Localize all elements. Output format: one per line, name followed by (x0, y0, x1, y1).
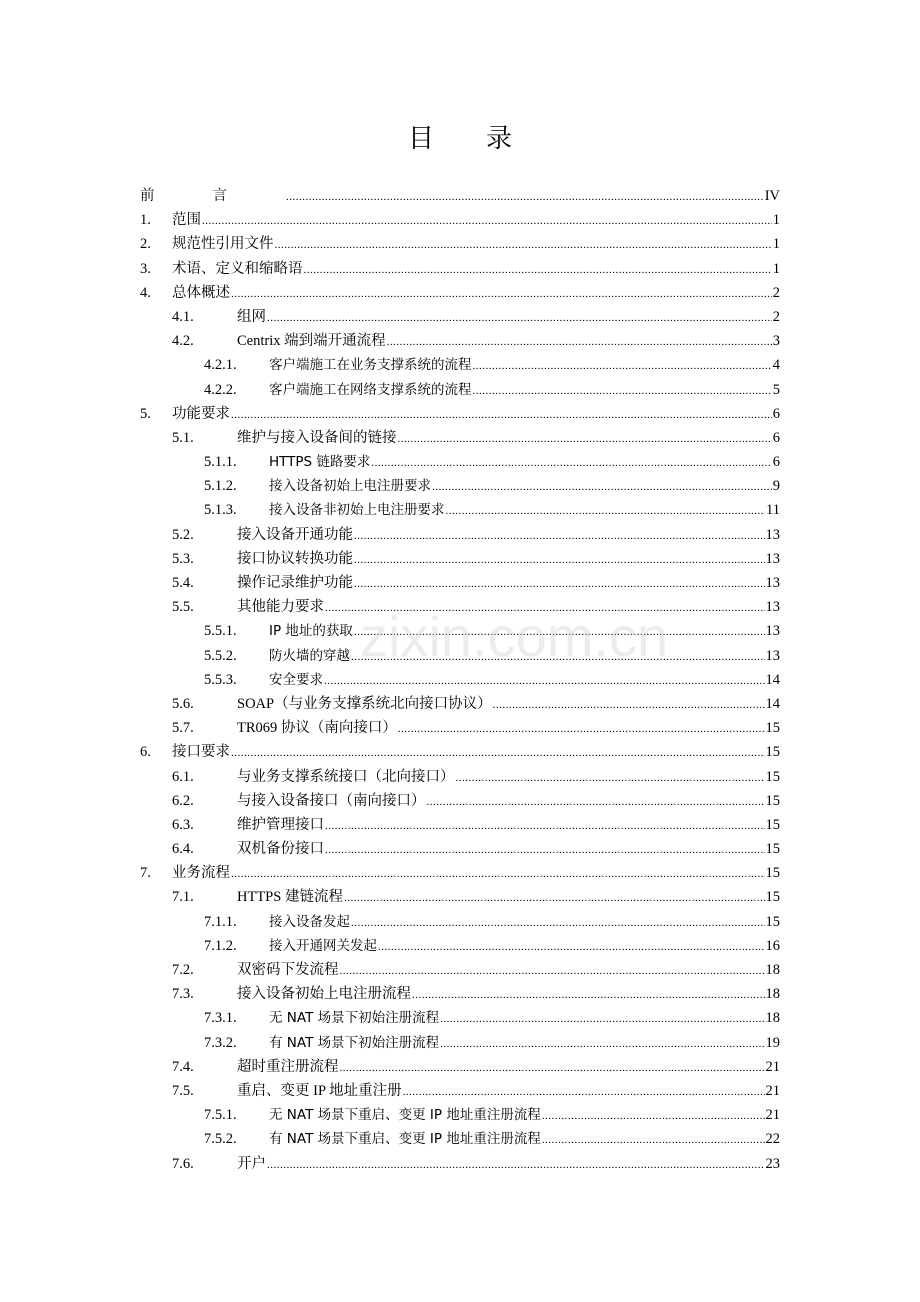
toc-entry-number: 5. (140, 405, 151, 422)
toc-entry-line (269, 450, 780, 475)
toc-dot-leader (354, 620, 765, 644)
toc-entry-number: 2. (140, 236, 151, 253)
toc-entry[interactable] (140, 353, 780, 377)
toc-dot-leader (325, 814, 765, 838)
toc-entry-page-number: 6 (772, 429, 780, 446)
toc-entry[interactable] (140, 523, 780, 547)
toc-entry-page-number: 13 (765, 526, 780, 543)
toc-entry[interactable] (140, 547, 780, 571)
toc-entry-page-number: 15 (765, 768, 780, 785)
toc-entry-page-number: 15 (765, 865, 780, 882)
toc-entry-page-number: 1 (772, 260, 780, 277)
toc-entry[interactable] (140, 329, 780, 353)
toc-entry[interactable] (140, 861, 780, 885)
toc-entry-line (237, 1079, 780, 1104)
toc-entry-title: 接入设备非初始上电注册要求 (269, 502, 445, 519)
toc-entry-line (237, 982, 780, 1007)
toc-entry[interactable] (140, 837, 780, 861)
toc-entry-number: 4.2. (172, 333, 194, 350)
toc-dot-leader (354, 572, 765, 596)
toc-entry[interactable] (140, 378, 780, 402)
toc-entry-page-number: 13 (765, 647, 780, 664)
toc-entry-number: 5.1. (172, 429, 194, 446)
toc-entry-title: 无 NAT 场景下重启、变更 IP 地址重注册流程 (269, 1107, 541, 1124)
toc-dot-leader (440, 1032, 764, 1056)
toc-entry-title: 有 NAT 场景下重启、变更 IP 地址重注册流程 (269, 1131, 541, 1148)
toc-entry-page-number: 19 (765, 1034, 780, 1051)
toc-entry-number: 7.3.1. (204, 1010, 237, 1027)
toc-entry-line (269, 1006, 780, 1031)
toc-entry-page-number: 6 (772, 405, 780, 422)
toc-dot-leader (231, 282, 772, 306)
toc-entry-title: 业务流程 (172, 865, 230, 882)
toc-entry-title: 维护管理接口 (237, 816, 324, 833)
toc-entry-line (269, 910, 780, 935)
toc-entry-title: 与业务支撑系统接口（北向接口） (237, 768, 455, 785)
page-title-right: 录 (486, 124, 513, 154)
toc-dot-leader (398, 717, 765, 741)
toc-dot-leader (542, 1128, 765, 1152)
toc-entry-title: 重启、变更 IP 地址重注册 (237, 1082, 402, 1099)
toc-entry-title: 双机备份接口 (237, 841, 324, 858)
toc-entry-title: Centrix 端到端开通流程 (237, 333, 386, 350)
toc-entry[interactable] (140, 1055, 780, 1079)
toc-entry-line (172, 281, 780, 306)
toc-entry-number: 6.4. (172, 841, 194, 858)
table-of-contents (140, 184, 780, 1176)
toc-entry-title: 功能要求 (172, 405, 230, 422)
toc-entry-page-number: 21 (765, 1107, 780, 1124)
toc-entry-number: 5.2. (172, 526, 194, 543)
toc-entry-line (269, 1103, 780, 1128)
toc-entry-title: SOAP（与业务支撑系统北向接口协议） (237, 695, 492, 712)
toc-entry-title: 双密码下发流程 (237, 962, 339, 978)
toc-dot-leader (286, 185, 764, 209)
toc-dot-leader (304, 258, 772, 282)
toc-entry-line (237, 1152, 780, 1177)
toc-entry-page-number: 15 (765, 913, 780, 930)
toc-entry-line (140, 184, 780, 209)
toc-entry[interactable] (140, 619, 780, 643)
toc-entry-page-number: 15 (765, 792, 780, 809)
toc-entry[interactable] (140, 644, 780, 668)
toc-entry-page-number: 15 (765, 744, 780, 761)
toc-entry[interactable] (140, 1006, 780, 1030)
toc-entry[interactable] (140, 982, 780, 1006)
toc-entry-page-number: 2 (772, 284, 780, 301)
toc-entry-number: 7.3.2. (204, 1034, 237, 1051)
toc-entry-page-number: 13 (765, 575, 780, 591)
toc-entry-number: 7.4. (172, 1058, 194, 1075)
toc-dot-leader (267, 1153, 765, 1177)
toc-dot-leader (267, 306, 772, 330)
toc-entry-line (269, 1031, 780, 1056)
toc-dot-leader (378, 935, 765, 959)
toc-dot-leader (473, 379, 772, 403)
toc-entry[interactable] (140, 765, 780, 789)
toc-entry-title: 接口要求 (172, 744, 230, 761)
toc-dot-leader (432, 475, 772, 499)
toc-entry-page-number: 13 (765, 599, 780, 616)
toc-entry-page-number: 1 (772, 212, 780, 229)
toc-entry-number: 7.5. (172, 1082, 194, 1099)
toc-entry-line (237, 523, 780, 548)
toc-entry[interactable] (140, 305, 780, 329)
toc-entry-title: 维护与接入设备间的链接 (237, 429, 397, 446)
toc-entry-line (237, 547, 780, 572)
toc-entry-title: 无 NAT 场景下初始注册流程 (269, 1010, 440, 1027)
toc-entry[interactable] (140, 692, 780, 716)
toc-dot-leader (275, 233, 772, 257)
toc-entry-line (269, 474, 780, 499)
toc-entry[interactable] (140, 208, 780, 232)
toc-dot-leader (325, 596, 765, 620)
toc-entry-page-number: 15 (765, 816, 780, 833)
toc-entry-number: 1. (140, 212, 151, 229)
toc-entry-line (237, 716, 780, 741)
toc-dot-leader (456, 766, 765, 790)
toc-entry-number: 4.1. (172, 308, 194, 325)
toc-entry-line (237, 305, 780, 330)
toc-entry-line (172, 208, 780, 233)
toc-entry[interactable] (140, 813, 780, 837)
page-title-left: 目 (407, 124, 434, 154)
toc-dot-leader (324, 669, 765, 693)
toc-entry-page-number: 14 (765, 695, 780, 712)
toc-entry-number: 6.1. (172, 768, 194, 785)
toc-entry-number: 5.3. (172, 550, 194, 567)
toc-entry-page-number: 16 (765, 937, 780, 954)
toc-entry-title: TR069 协议（南向接口） (237, 720, 397, 737)
toc-entry-line (237, 813, 780, 838)
toc-entry-number: 5.7. (172, 720, 194, 737)
toc-entry[interactable] (140, 789, 780, 813)
toc-entry-line (237, 885, 780, 910)
toc-entry-number: 7. (140, 865, 151, 882)
toc-dot-leader (351, 911, 765, 935)
toc-entry[interactable] (140, 184, 780, 208)
toc-entry-line (269, 353, 780, 378)
toc-entry-number: 7.6. (172, 1155, 194, 1172)
toc-entry-title: 安全要求 (269, 671, 323, 688)
toc-entry-line (172, 402, 780, 427)
toc-entry-title: 开户 (237, 1155, 266, 1172)
toc-dot-leader (354, 548, 765, 572)
toc-entry[interactable] (140, 257, 780, 281)
toc-entry-line (237, 571, 780, 596)
toc-entry[interactable] (140, 450, 780, 474)
toc-entry-page-number: 18 (765, 962, 780, 978)
toc-entry[interactable] (140, 934, 780, 958)
toc-dot-leader (344, 886, 765, 910)
toc-dot-leader (412, 983, 765, 1007)
toc-dot-leader (231, 862, 765, 886)
toc-entry-number: 7.5.2. (204, 1131, 237, 1148)
toc-entry[interactable] (140, 885, 780, 909)
toc-dot-leader (202, 209, 772, 233)
toc-entry-page-number: 18 (765, 1010, 780, 1027)
toc-entry-line (269, 378, 780, 403)
toc-dot-leader (371, 451, 771, 475)
toc-entry-number: 7.1.1. (204, 913, 237, 930)
toc-entry[interactable] (140, 1152, 780, 1176)
toc-entry-line (269, 644, 780, 669)
toc-entry-number: 5.5.3. (204, 671, 237, 688)
toc-entry[interactable] (140, 571, 780, 595)
toc-entry-title: 接入设备发起 (269, 913, 350, 930)
toc-entry-page-number: 23 (765, 1155, 780, 1172)
toc-dot-leader (403, 1080, 765, 1104)
toc-entry-number: 7.2. (172, 962, 194, 978)
toc-dot-leader (351, 645, 765, 669)
toc-entry-line (237, 692, 780, 717)
toc-entry-title: 接入设备初始上电注册要求 (269, 478, 431, 495)
toc-entry-line (269, 668, 780, 693)
toc-entry-page-number: 15 (765, 889, 780, 906)
toc-entry[interactable] (140, 281, 780, 305)
toc-entry-page-number: 14 (765, 671, 780, 688)
toc-entry-page-number: 5 (772, 381, 780, 398)
toc-entry[interactable] (140, 1079, 780, 1103)
toc-entry-number: 5.5.2. (204, 647, 237, 664)
toc-entry-line (237, 765, 780, 790)
toc-dot-leader (340, 1056, 765, 1080)
toc-entry-title: 超时重注册流程 (237, 1058, 339, 1075)
toc-entry-number: 7.1. (172, 889, 194, 906)
toc-entry-number: 4. (140, 284, 151, 301)
toc-entry-number: 6.3. (172, 816, 194, 833)
toc-entry[interactable] (140, 498, 780, 522)
toc-entry-number: 7.3. (172, 986, 194, 1003)
toc-entry[interactable] (140, 426, 780, 450)
toc-entry-number: 7.1.2. (204, 937, 237, 954)
toc-entry-page-number: 15 (765, 841, 780, 858)
toc-entry-line (172, 232, 780, 257)
toc-entry-title: 接入设备开通功能 (237, 526, 353, 543)
toc-entry-line (237, 329, 780, 354)
toc-entry[interactable] (140, 1127, 780, 1151)
toc-dot-leader (446, 499, 766, 523)
toc-entry[interactable] (140, 232, 780, 256)
toc-entry-number: 5.4. (172, 575, 194, 591)
toc-entry-number: 7.5.1. (204, 1107, 237, 1124)
toc-entry-title: 组网 (237, 308, 266, 325)
toc-dot-leader (473, 354, 772, 378)
toc-dot-leader (231, 403, 772, 427)
toc-entry-page-number: 13 (765, 623, 780, 640)
toc-entry-number: 6. (140, 744, 151, 761)
toc-dot-leader (231, 741, 765, 765)
toc-entry-number: 5.1.1. (204, 454, 237, 471)
toc-entry-line (237, 789, 780, 814)
toc-entry-page-number: 21 (765, 1082, 780, 1099)
toc-entry-title: 前言 (140, 188, 285, 204)
toc-entry-page-number: 13 (765, 550, 780, 567)
toc-entry-line (269, 498, 780, 523)
toc-entry-page-number: 21 (765, 1058, 780, 1075)
toc-entry-title: 有 NAT 场景下初始注册流程 (269, 1034, 440, 1051)
toc-entry-page-number: 22 (765, 1131, 780, 1148)
toc-entry-line (172, 740, 780, 765)
toc-entry-title: 规范性引用文件 (172, 236, 274, 253)
toc-entry-title: 接口协议转换功能 (237, 550, 353, 567)
toc-entry-page-number: 9 (772, 478, 780, 495)
toc-entry-number: 4.2.2. (204, 381, 237, 398)
toc-entry-page-number: IV (764, 188, 780, 204)
toc-entry-line (172, 861, 780, 886)
toc-entry-number: 5.5.1. (204, 623, 237, 640)
toc-entry-title: 客户端施工在网络支撑系统的流程 (269, 381, 472, 398)
toc-entry-number: 5.6. (172, 695, 194, 712)
toc-entry[interactable] (140, 740, 780, 764)
toc-entry-title: IP 地址的获取 (269, 623, 353, 640)
toc-entry[interactable] (140, 474, 780, 498)
toc-dot-leader (398, 427, 772, 451)
toc-entry-line (237, 958, 780, 983)
toc-entry[interactable] (140, 1103, 780, 1127)
toc-entry-title: HTTPS 建链流程 (237, 889, 343, 906)
toc-entry-title: 操作记录维护功能 (237, 575, 353, 591)
toc-entry-title: 其他能力要求 (237, 599, 324, 616)
toc-entry[interactable] (140, 716, 780, 740)
toc-entry-page-number: 6 (772, 454, 780, 471)
toc-entry-title: 防火墙的穿越 (269, 647, 350, 664)
toc-entry[interactable] (140, 402, 780, 426)
toc-entry-number: 3. (140, 260, 151, 277)
toc-entry-page-number: 11 (766, 502, 780, 519)
toc-entry-title: 客户端施工在业务支撑系统的流程 (269, 357, 472, 374)
toc-dot-leader (440, 1007, 764, 1031)
toc-dot-leader (427, 790, 765, 814)
page-title (0, 118, 920, 155)
toc-entry-line (237, 837, 780, 862)
toc-dot-leader (493, 693, 765, 717)
toc-entry[interactable] (140, 595, 780, 619)
toc-entry-page-number: 4 (772, 357, 780, 374)
toc-entry[interactable] (140, 910, 780, 934)
toc-dot-leader (354, 524, 765, 548)
toc-entry-number: 5.5. (172, 599, 194, 616)
toc-entry-line (269, 934, 780, 959)
toc-entry-page-number: 15 (765, 720, 780, 737)
toc-entry-page-number: 18 (765, 986, 780, 1003)
toc-entry-line (237, 595, 780, 620)
toc-dot-leader (340, 959, 765, 983)
toc-entry[interactable] (140, 668, 780, 692)
toc-entry-page-number: 3 (772, 333, 780, 350)
toc-entry-line (172, 257, 780, 282)
toc-dot-leader (387, 330, 772, 354)
toc-entry-page-number: 1 (772, 236, 780, 253)
toc-entry-line (269, 619, 780, 644)
toc-entry-number: 5.1.3. (204, 502, 237, 519)
toc-entry-title: 接入开通网关发起 (269, 937, 377, 954)
toc-entry-line (237, 1055, 780, 1080)
toc-entry-line (237, 426, 780, 451)
toc-dot-leader (542, 1104, 765, 1128)
toc-entry-number: 6.2. (172, 792, 194, 809)
toc-entry-number: 4.2.1. (204, 357, 237, 374)
toc-entry-title: 接入设备初始上电注册流程 (237, 986, 411, 1003)
toc-entry-title: 范围 (172, 212, 201, 229)
toc-entry-number: 5.1.2. (204, 478, 237, 495)
toc-entry-title: 术语、定义和缩略语 (172, 260, 303, 277)
toc-entry-line (269, 1127, 780, 1152)
toc-entry[interactable] (140, 958, 780, 982)
toc-dot-leader (325, 838, 765, 862)
toc-entry[interactable] (140, 1031, 780, 1055)
watermark: zixin.com.cn (360, 605, 669, 668)
toc-entry-title: 总体概述 (172, 284, 230, 301)
toc-entry-title: 与接入设备接口（南向接口） (237, 792, 426, 809)
toc-entry-title: HTTPS 链路要求 (269, 454, 371, 471)
toc-entry-page-number: 2 (772, 308, 780, 325)
